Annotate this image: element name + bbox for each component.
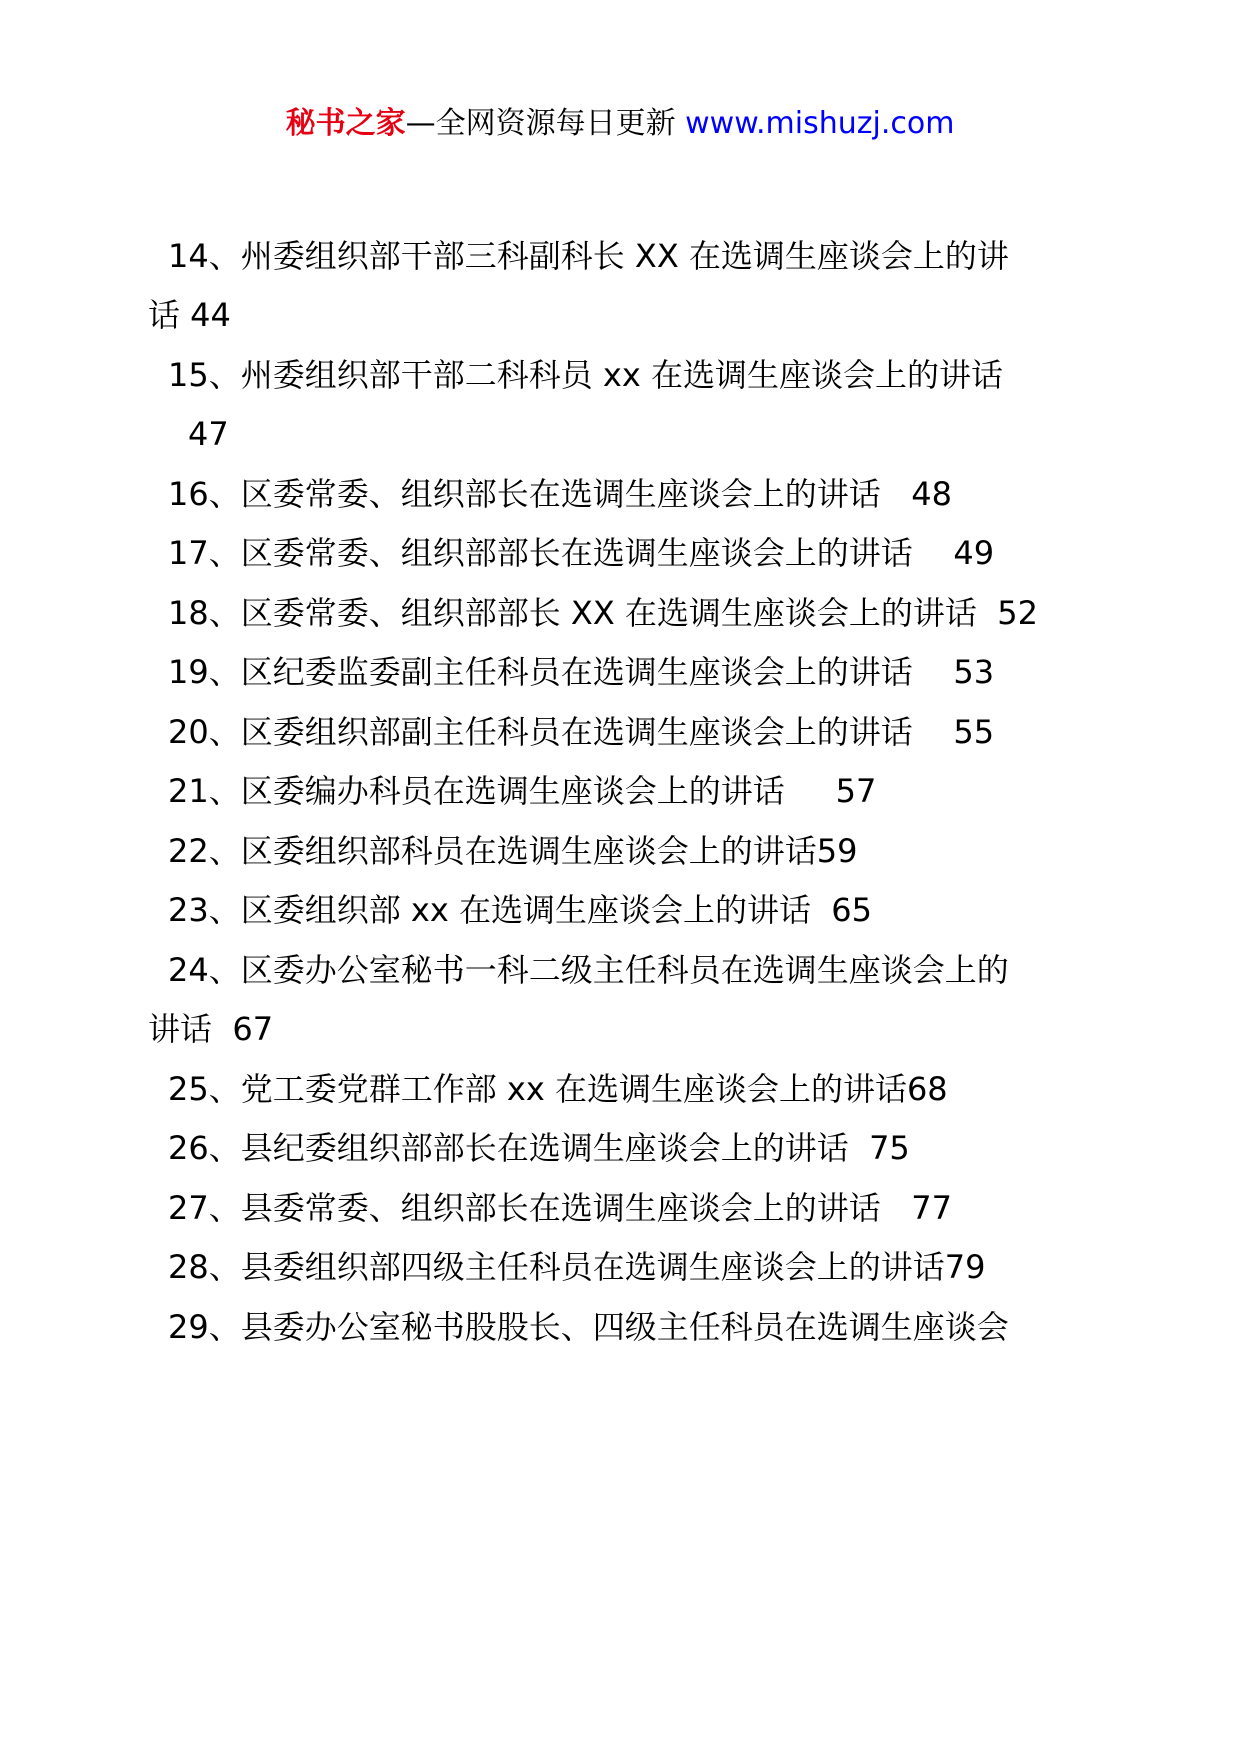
- toc-line-25: 25、党工委党群工作部 xx 在选调生座谈会上的讲话68: [168, 1070, 948, 1108]
- header-tagline: —全网资源每日更新: [405, 106, 686, 141]
- toc-line-26: 26、县纪委组织部部长在选调生座谈会上的讲话 75: [168, 1129, 910, 1167]
- brand-name: 秘书之家: [285, 106, 406, 141]
- toc-line-28: 28、县委组织部四级主任科员在选调生座谈会上的讲话79: [168, 1248, 986, 1286]
- toc-line-24-cont: 讲话 67: [148, 1010, 274, 1048]
- toc-line-15: 15、州委组织部干部二科科员 xx 在选调生座谈会上的讲话: [168, 356, 1003, 394]
- toc-line-14-cont: 话 44: [148, 296, 231, 334]
- toc-line-24: 24、区委办公室秘书一科二级主任科员在选调生座谈会上的: [168, 951, 1009, 989]
- toc-line-17: 17、区委常委、组织部部长在选调生座谈会上的讲话 49: [168, 534, 995, 572]
- toc-line-14: 14、州委组织部干部三科副科长 XX 在选调生座谈会上的讲: [168, 237, 1009, 275]
- toc-line-23: 23、区委组织部 xx 在选调生座谈会上的讲话 65: [168, 891, 873, 929]
- toc-line-21: 21、区委编办科员在选调生座谈会上的讲话 57: [168, 772, 877, 810]
- toc-line-29: 29、县委办公室秘书股股长、四级主任科员在选调生座谈会: [168, 1308, 1009, 1346]
- header-url[interactable]: www.mishuzj.com: [685, 106, 955, 141]
- toc-line-16: 16、区委常委、组织部长在选调生座谈会上的讲话 48: [168, 475, 952, 513]
- toc-line-27: 27、县委常委、组织部长在选调生座谈会上的讲话 77: [168, 1189, 952, 1227]
- page-header: [0, 100, 1240, 148]
- toc-line-19: 19、区纪委监委副主任科员在选调生座谈会上的讲话 53: [168, 653, 995, 691]
- toc-line-22: 22、区委组织部科员在选调生座谈会上的讲话59: [168, 832, 858, 870]
- toc-line-20: 20、区委组织部副主任科员在选调生座谈会上的讲话 55: [168, 713, 995, 751]
- toc-line-15-cont: 47: [188, 415, 229, 453]
- toc-line-18: 18、区委常委、组织部部长 XX 在选调生座谈会上的讲话 52: [168, 594, 1038, 632]
